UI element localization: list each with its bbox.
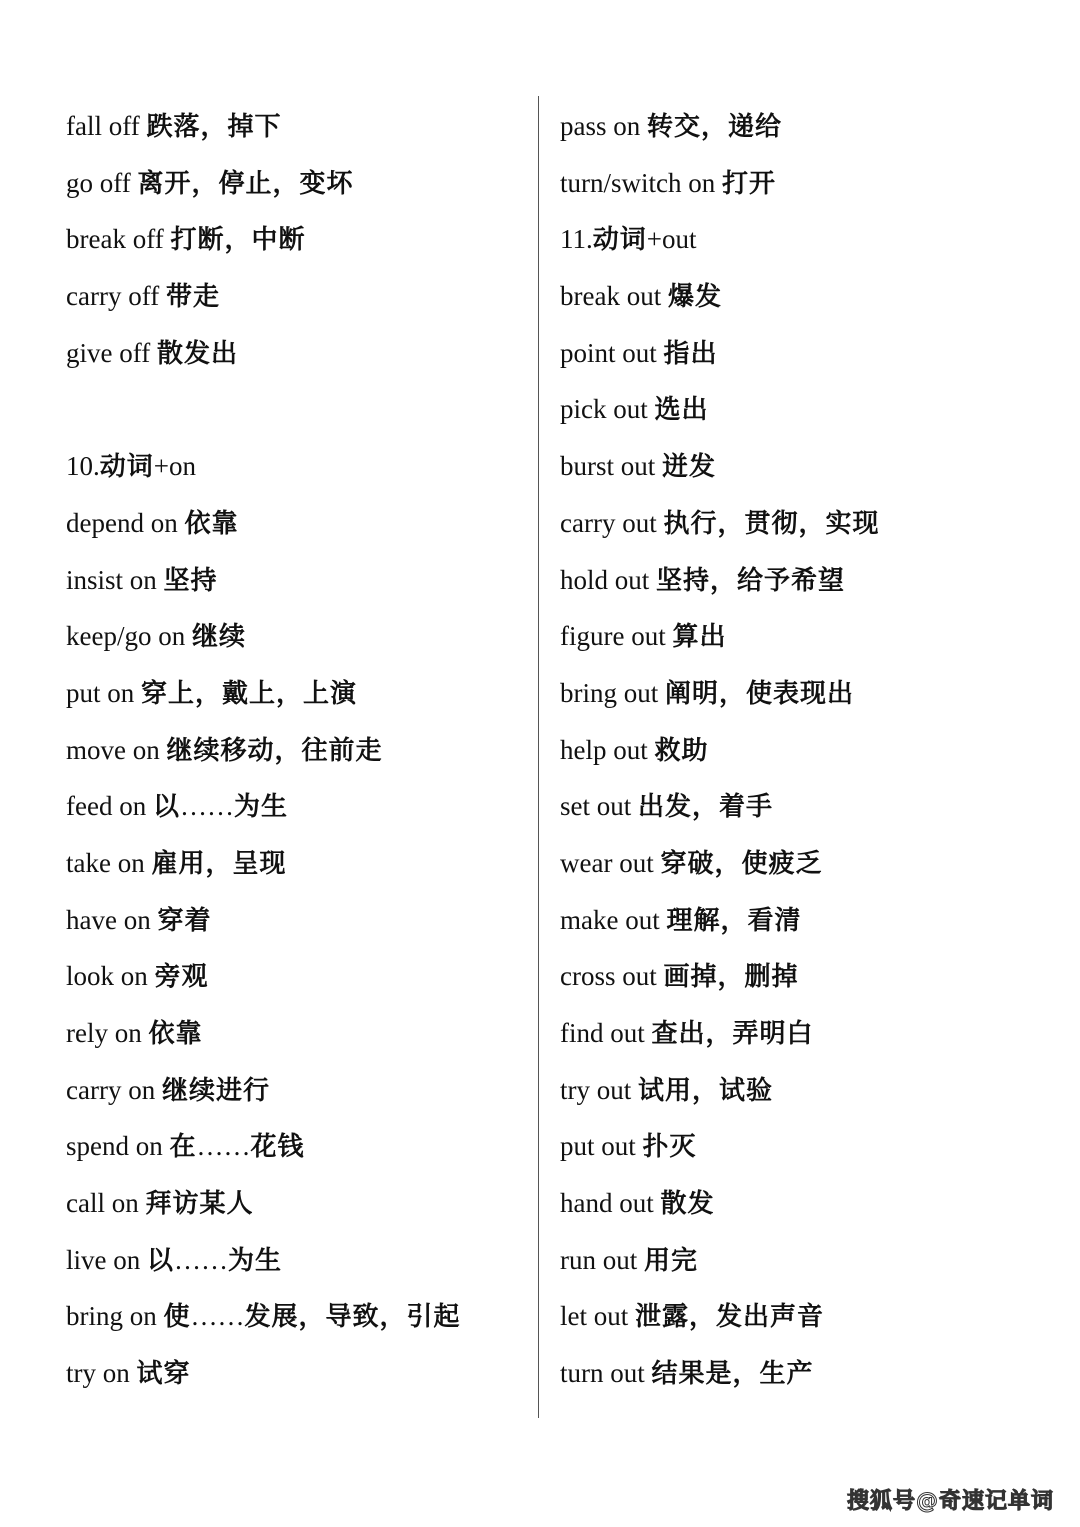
phrase-chinese: 救助: [654, 735, 709, 766]
phrase-chinese: 花钱: [250, 1132, 305, 1163]
phrase-chinese: 泄露，发出声音: [635, 1302, 825, 1333]
phrase-english: put on: [66, 677, 142, 708]
phrase-chinese: 迸发: [662, 452, 717, 483]
phrase-chinese: 穿上，戴上，上演: [141, 678, 358, 709]
phrase-entry: [66, 835, 526, 892]
phrase-entry: [66, 552, 526, 609]
phrase-english: spend on: [66, 1131, 170, 1162]
column-divider: [538, 96, 539, 1418]
phrase-english: have on: [66, 904, 158, 935]
phrase-chinese: 散发出: [156, 338, 238, 369]
phrase-entry: [560, 325, 1040, 382]
phrase-english: carry out: [560, 507, 664, 538]
phrase-entry: [560, 835, 1040, 892]
phrase-chinese: 试用，试验: [638, 1075, 774, 1106]
phrase-english: carry on: [66, 1074, 162, 1105]
phrase-english: run out: [560, 1244, 644, 1275]
phrase-english: 11.: [560, 224, 593, 255]
phrase-english: feed on: [66, 791, 153, 822]
phrase-english: put out: [560, 1131, 643, 1162]
phrase-english: burst out: [560, 451, 663, 482]
phrase-english: ……: [190, 1301, 245, 1332]
phrase-chinese: 指出: [663, 338, 718, 369]
phrase-entry: [560, 1288, 1040, 1345]
phrase-english: call on: [66, 1188, 146, 1219]
phrase-english: keep/go on: [66, 621, 192, 652]
phrase-entry: [560, 155, 1040, 212]
phrase-chinese: 出发，着手: [638, 792, 774, 823]
phrase-english: depend on: [66, 507, 185, 538]
phrase-english: try on: [66, 1358, 137, 1389]
phrase-chinese: 在: [169, 1132, 197, 1163]
phrase-chinese: 选出: [654, 395, 709, 426]
phrase-entry: [560, 948, 1040, 1005]
phrase-english: rely on: [66, 1018, 149, 1048]
phrase-chinese: 查出，弄明白: [651, 1019, 814, 1049]
phrase-chinese: 坚持: [163, 565, 218, 596]
phrase-entry: [66, 1118, 526, 1175]
phrase-english: fall off: [66, 111, 147, 141]
phrase-english: turn out: [560, 1358, 652, 1389]
phrase-chinese: 打开: [722, 168, 777, 199]
phrase-chinese: 动词: [592, 225, 647, 256]
phrase-entry: [560, 211, 1040, 268]
phrase-english: ……: [179, 791, 234, 822]
phrase-entry: [66, 211, 526, 268]
phrase-english: ……: [196, 1131, 251, 1162]
right-column: [560, 98, 1040, 1402]
phrase-entry: [66, 495, 526, 552]
phrase-chinese: 发展，导致，引起: [244, 1302, 461, 1333]
phrase-entry: [66, 1175, 526, 1232]
phrase-entry: [66, 381, 526, 438]
phrase-english: wear out: [560, 847, 661, 878]
phrase-english: figure out: [560, 621, 673, 652]
phrase-english: cross out: [560, 961, 664, 992]
phrase-english: set out: [560, 791, 638, 822]
phrase-chinese: 跌落，掉下: [146, 112, 282, 142]
phrase-entry: [66, 1005, 526, 1062]
phrase-chinese: 散发: [660, 1189, 715, 1220]
phrase-entry: [560, 1232, 1040, 1289]
phrase-entry: [560, 665, 1040, 722]
phrase-entry: [66, 948, 526, 1005]
phrase-entry: [560, 892, 1040, 949]
phrase-entry: [66, 1288, 526, 1345]
phrase-chinese: 带走: [165, 282, 220, 313]
phrase-chinese: 依靠: [184, 508, 239, 539]
phrase-entry: [66, 268, 526, 325]
left-column: [66, 98, 526, 1402]
phrase-english: break out: [560, 281, 668, 312]
phrase-entry: [66, 778, 526, 835]
phrase-chinese: 为生: [233, 792, 288, 823]
phrase-english: break off: [66, 224, 171, 255]
phrase-chinese: 执行，贯彻，实现: [663, 508, 880, 539]
phrase-chinese: 为生: [228, 1245, 283, 1276]
phrase-english: insist on: [66, 564, 164, 595]
phrase-chinese: 坚持，给予希望: [656, 565, 846, 596]
phrase-entry: [560, 495, 1040, 552]
phrase-chinese: 结果是，生产: [651, 1359, 814, 1390]
phrase-english: find out: [560, 1018, 652, 1048]
phrase-chinese: 穿破，使疲乏: [660, 848, 823, 879]
phrase-entry: [560, 381, 1040, 438]
phrase-english: carry off: [66, 281, 166, 312]
phrase-english: try out: [560, 1074, 638, 1105]
phrase-chinese: 以: [147, 1245, 175, 1276]
phrase-chinese: 使: [163, 1302, 191, 1333]
phrase-entry: [560, 268, 1040, 325]
phrase-english: hand out: [560, 1188, 661, 1219]
phrase-entry: [560, 1005, 1040, 1062]
phrase-entry: [66, 1062, 526, 1119]
phrase-chinese: 理解，看清: [666, 905, 802, 936]
watermark: 搜狐号@奇速记单词: [846, 1489, 1054, 1514]
phrase-english: hold out: [560, 564, 657, 595]
phrase-english: +on: [153, 451, 196, 482]
phrase-english: go off: [66, 167, 138, 198]
phrase-chinese: 转交，递给: [647, 112, 783, 142]
phrase-english: take on: [66, 847, 152, 878]
phrase-entry: [66, 722, 526, 779]
phrase-entry: [66, 325, 526, 382]
phrase-entry: [560, 1175, 1040, 1232]
phrase-chinese: 阐明，使表现出: [665, 678, 855, 709]
phrase-chinese: 继续: [191, 622, 246, 653]
phrase-english: live on: [66, 1244, 147, 1275]
phrase-entry: [560, 722, 1040, 779]
phrase-entry: [560, 438, 1040, 495]
phrase-entry: [66, 98, 526, 155]
phrase-chinese: 算出: [672, 622, 727, 653]
phrase-chinese: 以: [152, 792, 180, 823]
phrase-chinese: 爆发: [667, 282, 722, 313]
phrase-chinese: 用完: [644, 1245, 699, 1276]
phrase-chinese: 扑灭: [642, 1132, 697, 1163]
phrase-entry: [560, 1062, 1040, 1119]
phrase-chinese: 穿着: [157, 905, 212, 936]
phrase-entry: [560, 608, 1040, 665]
phrase-english: bring on: [66, 1301, 164, 1332]
phrase-entry: [66, 1232, 526, 1289]
phrase-english: make out: [560, 904, 667, 935]
phrase-chinese: 打断，中断: [170, 225, 306, 256]
phrase-entry: [560, 1345, 1040, 1402]
phrase-english: give off: [66, 337, 157, 368]
phrase-chinese: 画掉，删掉: [663, 962, 799, 993]
phrase-english: pick out: [560, 394, 655, 425]
phrase-chinese: 离开，停止，变坏: [137, 168, 354, 199]
phrase-entry: [66, 155, 526, 212]
phrase-entry: [560, 1118, 1040, 1175]
phrase-chinese: 试穿: [136, 1359, 191, 1390]
phrase-english: turn/switch on: [560, 167, 722, 198]
phrase-entry: [66, 892, 526, 949]
phrase-chinese: 继续移动，往前走: [166, 735, 383, 766]
phrase-entry: [560, 552, 1040, 609]
phrase-entry: [66, 1345, 526, 1402]
phrase-chinese: 动词: [99, 452, 154, 483]
phrase-entry: [66, 665, 526, 722]
phrase-chinese: 依靠: [148, 1019, 203, 1049]
phrase-chinese: 继续进行: [161, 1075, 270, 1106]
phrase-english: pass on: [560, 111, 647, 141]
phrase-entry: [560, 778, 1040, 835]
phrase-entry: [66, 608, 526, 665]
phrase-chinese: 旁观: [154, 962, 209, 993]
phrase-entry: [66, 438, 526, 495]
phrase-english: point out: [560, 337, 664, 368]
phrase-english: help out: [560, 734, 655, 765]
phrase-english: ……: [174, 1244, 229, 1275]
phrase-chinese: 拜访某人: [145, 1189, 254, 1220]
phrase-chinese: 雇用，呈现: [151, 848, 287, 879]
phrase-entry: [560, 98, 1040, 155]
phrase-english: 10.: [66, 451, 100, 482]
phrase-english: bring out: [560, 677, 665, 708]
phrase-english: move on: [66, 734, 167, 765]
phrase-english: let out: [560, 1301, 635, 1332]
phrase-english: +out: [646, 224, 697, 255]
phrase-english: look on: [66, 961, 155, 992]
